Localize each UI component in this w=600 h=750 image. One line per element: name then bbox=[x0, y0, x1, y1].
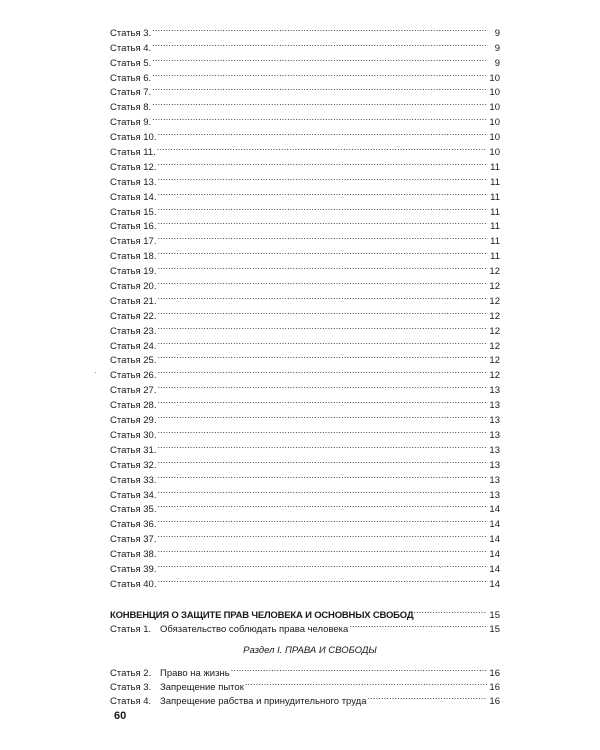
toc-entry bbox=[110, 349, 500, 367]
toc-entry-page: 14 bbox=[489, 534, 500, 546]
dot-leader bbox=[157, 468, 487, 483]
toc-entry-label: Статья 11. bbox=[110, 147, 156, 159]
toc-entry bbox=[110, 572, 500, 590]
dot-leader bbox=[157, 408, 487, 423]
toc-entry-label: Статья 27. bbox=[110, 385, 157, 397]
toc-entry bbox=[110, 423, 500, 441]
toc-entry bbox=[110, 244, 500, 263]
dot-leader bbox=[157, 453, 487, 468]
toc-entry bbox=[110, 363, 500, 382]
toc-entry bbox=[110, 557, 500, 575]
toc-entry-label: Статья 5. bbox=[110, 57, 152, 69]
toc-entry-page: 12 bbox=[489, 295, 500, 307]
article-title: Обязательство соблюдать права человека bbox=[160, 623, 349, 635]
toc-entry-label: Статья 12. bbox=[110, 161, 157, 173]
toc-entry-label: Статья 25. bbox=[110, 355, 157, 367]
dot-leader bbox=[367, 689, 487, 704]
dot-leader bbox=[152, 95, 487, 110]
toc-entry-page: 13 bbox=[489, 415, 500, 427]
toc-entry-page: 12 bbox=[489, 370, 500, 382]
toc-entry bbox=[110, 36, 500, 54]
toc-entry-page: 14 bbox=[489, 563, 500, 575]
dot-leader bbox=[157, 229, 487, 244]
convention-page: 15 bbox=[489, 609, 500, 621]
dot-leader bbox=[157, 438, 487, 453]
dot-leader bbox=[157, 423, 487, 438]
scan-speck bbox=[433, 521, 434, 522]
toc-entry-page: 11 bbox=[490, 251, 500, 263]
toc-entry-page: 10 bbox=[489, 117, 500, 129]
dot-leader bbox=[157, 289, 487, 304]
toc-entry-page: 13 bbox=[489, 459, 500, 471]
toc-entry-page: 14 bbox=[489, 578, 500, 590]
toc-entry-page: 14 bbox=[489, 504, 500, 516]
dot-leader bbox=[152, 66, 487, 81]
dot-leader bbox=[157, 304, 487, 319]
convention-section bbox=[110, 603, 500, 707]
toc-entry bbox=[110, 483, 500, 501]
toc-entry-page: 11 bbox=[490, 161, 500, 173]
toc-entry bbox=[110, 259, 500, 278]
toc-entry-label: Статья 34. bbox=[110, 489, 157, 501]
toc-entry-page: 10 bbox=[489, 147, 500, 159]
scan-speck bbox=[440, 567, 441, 568]
article-page: 16 bbox=[489, 667, 500, 679]
toc-entry-page: 13 bbox=[489, 489, 500, 501]
toc-entry-label: Статья 38. bbox=[110, 549, 157, 561]
toc-entry bbox=[110, 274, 500, 293]
toc-entry-label: Статья 23. bbox=[110, 325, 157, 337]
dot-leader bbox=[157, 170, 487, 185]
dot-leader bbox=[245, 675, 487, 690]
article-title: Запрещение рабства и принудительного труда bbox=[160, 695, 367, 707]
dot-leader bbox=[152, 110, 487, 125]
dot-leader bbox=[413, 603, 487, 618]
dot-leader bbox=[157, 244, 487, 259]
dot-leader bbox=[157, 483, 487, 498]
toc-entry-label: Статья 36. bbox=[110, 519, 157, 531]
toc-entry bbox=[110, 438, 500, 456]
section-heading: Раздел I. ПРАВА И СВОБОДЫ bbox=[243, 645, 377, 656]
article-page: 16 bbox=[489, 681, 500, 693]
toc-entry-label: Статья 8. bbox=[110, 102, 152, 114]
dot-leader bbox=[349, 617, 487, 632]
toc-entry-page: 12 bbox=[489, 325, 500, 337]
toc-entry bbox=[110, 170, 500, 188]
toc-entry-page: 13 bbox=[489, 429, 500, 441]
toc-entry-page: 10 bbox=[489, 102, 500, 114]
toc-entry-page: 13 bbox=[489, 385, 500, 397]
toc-entry-page: 12 bbox=[489, 281, 500, 293]
toc-entry bbox=[110, 66, 500, 84]
toc-entry-page: 11 bbox=[490, 236, 500, 248]
toc-entry-page: 10 bbox=[489, 132, 500, 144]
dot-leader bbox=[152, 51, 487, 66]
toc-entry-page: 13 bbox=[489, 474, 500, 486]
dot-leader bbox=[157, 512, 487, 527]
article-number: Статья 2. bbox=[110, 667, 152, 679]
toc-entry-label: Статья 4. bbox=[110, 42, 152, 54]
article-page: 16 bbox=[489, 695, 500, 707]
toc-entry-page: 12 bbox=[489, 310, 500, 322]
toc-entry-label: Статья 3. bbox=[110, 27, 152, 39]
toc-entry bbox=[110, 215, 500, 233]
toc-entry-label: Статья 21. bbox=[110, 295, 157, 307]
dot-leader bbox=[157, 349, 487, 364]
toc-entry bbox=[110, 81, 500, 99]
toc-entry-label: Статья 18. bbox=[110, 251, 157, 263]
dot-leader bbox=[157, 155, 487, 170]
dot-leader bbox=[157, 259, 487, 274]
table-of-contents bbox=[110, 21, 500, 590]
toc-entry-page: 14 bbox=[489, 519, 500, 531]
dot-leader bbox=[157, 557, 487, 572]
toc-entry bbox=[110, 498, 500, 516]
toc-entry-page: 10 bbox=[489, 87, 500, 99]
dot-leader bbox=[157, 334, 487, 349]
dot-leader bbox=[157, 363, 487, 378]
toc-entry-label: Статья 30. bbox=[110, 429, 157, 441]
toc-entry-label: Статья 15. bbox=[110, 206, 157, 218]
toc-entry-label: Статья 13. bbox=[110, 176, 157, 188]
toc-entry-page: 14 bbox=[489, 549, 500, 561]
toc-entry bbox=[110, 512, 500, 531]
toc-entry-page: 11 bbox=[490, 176, 500, 188]
toc-entry-page: 9 bbox=[494, 42, 500, 54]
toc-entry-page: 11 bbox=[490, 191, 500, 203]
toc-entry bbox=[110, 542, 500, 561]
toc-entry-label: Статья 39. bbox=[110, 563, 157, 575]
toc-entry bbox=[110, 200, 500, 218]
toc-entry bbox=[110, 527, 500, 546]
article-number: Статья 3. bbox=[110, 681, 152, 693]
toc-entry bbox=[110, 334, 500, 352]
toc-entry-label: Статья 32. bbox=[110, 459, 157, 471]
toc-entry bbox=[110, 140, 500, 159]
dot-leader bbox=[157, 215, 487, 230]
article-2-entry bbox=[110, 661, 500, 679]
toc-entry-page: 13 bbox=[489, 444, 500, 456]
toc-entry-page: 9 bbox=[494, 57, 500, 69]
toc-entry bbox=[110, 95, 500, 114]
dot-leader bbox=[157, 393, 487, 408]
toc-entry bbox=[110, 229, 500, 248]
toc-entry-label: Статья 9. bbox=[110, 117, 152, 129]
toc-entry-label: Статья 29. bbox=[110, 415, 157, 427]
toc-entry-page: 12 bbox=[489, 340, 500, 352]
toc-entry bbox=[110, 51, 500, 69]
toc-entry-label: Статья 10. bbox=[110, 132, 157, 144]
toc-entry bbox=[110, 21, 500, 39]
toc-entry-label: Статья 19. bbox=[110, 266, 157, 278]
toc-entry bbox=[110, 155, 500, 173]
toc-entry-label: Статья 20. bbox=[110, 281, 157, 293]
dot-leader bbox=[157, 125, 487, 140]
toc-entry-page: 13 bbox=[489, 400, 500, 412]
toc-entry-label: Статья 22. bbox=[110, 310, 157, 322]
toc-entry-label: Статья 16. bbox=[110, 221, 157, 233]
toc-entry bbox=[110, 319, 500, 337]
toc-entry bbox=[110, 289, 500, 307]
toc-entry bbox=[110, 393, 500, 412]
dot-leader bbox=[152, 36, 487, 51]
dot-leader bbox=[157, 319, 487, 334]
dot-leader bbox=[157, 185, 487, 200]
toc-entry bbox=[110, 468, 500, 486]
dot-leader bbox=[157, 378, 487, 393]
dot-leader bbox=[157, 542, 487, 557]
convention-entry bbox=[110, 603, 500, 621]
article-number: Статья 4. bbox=[110, 695, 152, 707]
toc-entry-page: 11 bbox=[490, 221, 500, 233]
dot-leader bbox=[157, 527, 487, 542]
dot-leader bbox=[152, 81, 487, 96]
toc-entry bbox=[110, 110, 500, 129]
toc-entry-label: Статья 7. bbox=[110, 87, 152, 99]
dot-leader bbox=[231, 661, 487, 676]
page-number: 60 bbox=[114, 710, 127, 722]
toc-entry-label: Статья 6. bbox=[110, 72, 152, 84]
toc-entry-label: Статья 33. bbox=[110, 474, 157, 486]
article-title: Запрещение пыток bbox=[160, 681, 244, 693]
article-page: 15 bbox=[489, 623, 500, 635]
dot-leader bbox=[157, 140, 487, 155]
toc-entry bbox=[110, 185, 500, 203]
scan-speck bbox=[95, 372, 96, 373]
toc-entry bbox=[110, 125, 500, 144]
dot-leader bbox=[157, 572, 487, 587]
dot-leader bbox=[157, 498, 487, 513]
toc-entry-page: 12 bbox=[489, 266, 500, 278]
toc-entry-label: Статья 14. bbox=[110, 191, 157, 203]
toc-entry-page: 9 bbox=[494, 27, 500, 39]
toc-entry-label: Статья 17. bbox=[110, 236, 157, 248]
toc-entry-label: Статья 35. bbox=[110, 504, 157, 516]
convention-title: КОНВЕНЦИЯ О ЗАЩИТЕ ПРАВ ЧЕЛОВЕКА И ОСНОВНЫХ СВОБОД bbox=[110, 609, 414, 621]
toc-entry-page: 12 bbox=[489, 355, 500, 367]
toc-entry bbox=[110, 378, 500, 397]
article-title: Право на жизнь bbox=[160, 667, 230, 679]
toc-entry bbox=[110, 304, 500, 322]
toc-entry-label: Статья 24. bbox=[110, 340, 157, 352]
toc-entry-label: Статья 31. bbox=[110, 444, 157, 456]
dot-leader bbox=[152, 21, 487, 36]
article-number: Статья 1. bbox=[110, 623, 152, 635]
toc-entry-page: 11 bbox=[490, 206, 500, 218]
dot-leader bbox=[157, 274, 487, 289]
toc-entry-label: Статья 26. bbox=[110, 370, 157, 382]
toc-entry-label: Статья 37. bbox=[110, 534, 157, 546]
toc-entry-label: Статья 28. bbox=[110, 400, 157, 412]
toc-entry bbox=[110, 408, 500, 427]
toc-entry bbox=[110, 453, 500, 471]
toc-entry-label: Статья 40. bbox=[110, 578, 157, 590]
toc-entry-page: 10 bbox=[489, 72, 500, 84]
dot-leader bbox=[157, 200, 487, 215]
